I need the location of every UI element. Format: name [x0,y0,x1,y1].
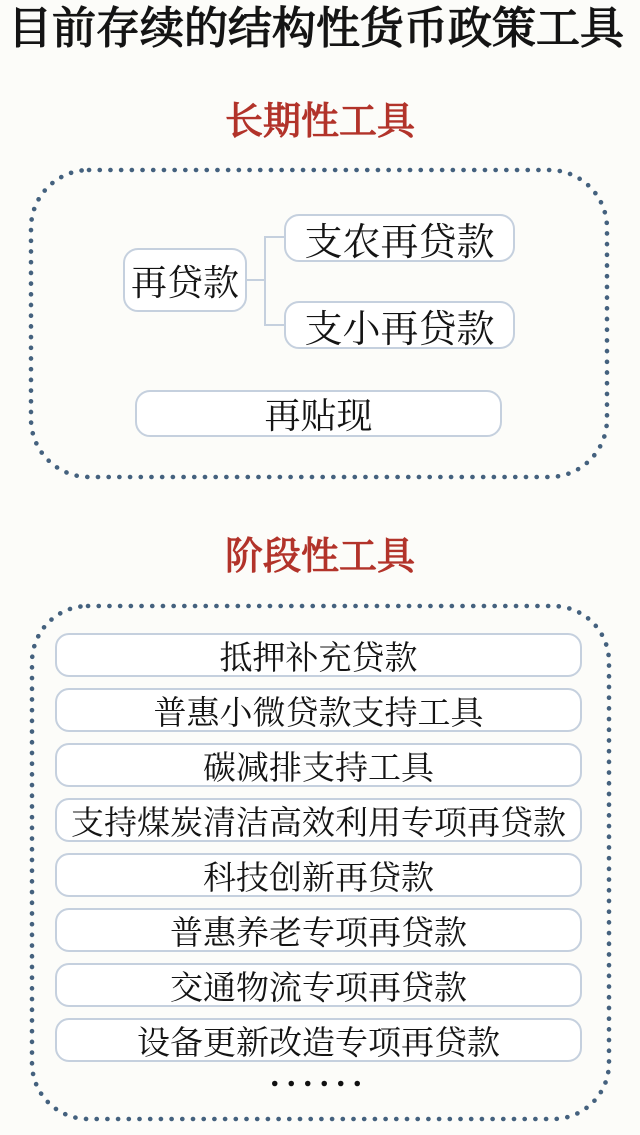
connector-bottom-stub [266,324,284,326]
phased-items-ellipsis: ...... [270,1057,370,1094]
connector-top-stub [266,236,284,238]
node-rediscount: 再贴现 [135,390,502,437]
long-term-section-header: 长期性工具 [224,101,415,143]
phased-section-header: 阶段性工具 [224,536,415,578]
node-agriculture-relending: 支农再贷款 [284,214,515,262]
phased-item-inclusive-micro-loan: 普惠小微贷款支持工具 [55,688,582,732]
phased-item-tech-innovation: 科技创新再贷款 [55,853,582,897]
phased-item-equipment-upgrade: 设备更新改造专项再贷款 [55,1018,582,1062]
node-small-business-relending: 支小再贷款 [284,301,515,349]
phased-item-inclusive-eldercare: 普惠养老专项再贷款 [55,908,582,952]
phased-item-carbon-reduction: 碳减排支持工具 [55,743,582,787]
page-title: 目前存续的结构性货币政策工具 [8,4,624,53]
phased-item-clean-coal: 支持煤炭清洁高效利用专项再贷款 [55,798,582,842]
phased-item-transport-logistics: 交通物流专项再贷款 [55,963,582,1007]
phased-item-psl: 抵押补充贷款 [55,633,582,677]
connector-vertical-spine [264,236,266,326]
node-relending: 再贷款 [123,248,247,312]
